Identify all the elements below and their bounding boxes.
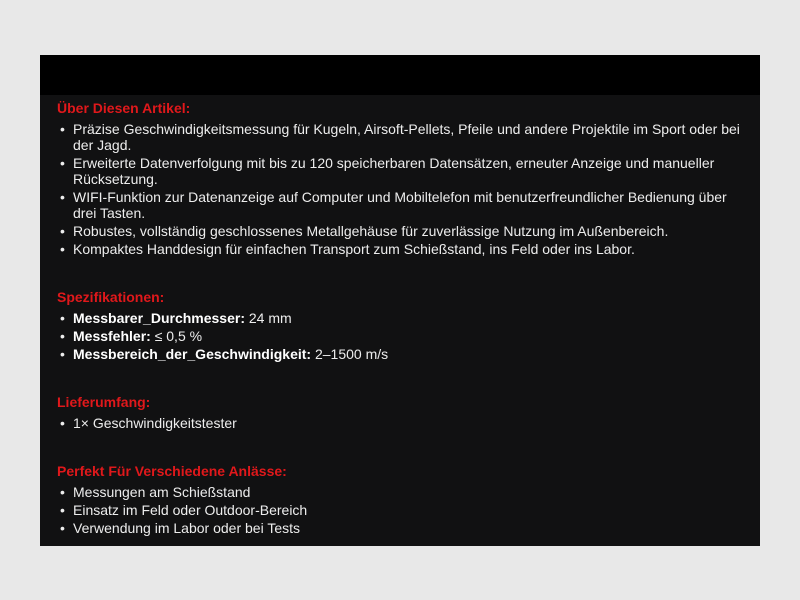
list-item: • 1× Geschwindigkeitstester [57, 415, 750, 431]
section-spacer [57, 259, 750, 289]
spec-key: Messfehler: [73, 328, 151, 344]
section-spacer [57, 433, 750, 463]
section-spacer [57, 364, 750, 394]
list-item: • Präzise Geschwindigkeitsmessung für Kugeln, Airsoft-Pellets, Pfeile und andere Projektile im Sport oder bei der Jagd. [57, 121, 750, 153]
spec-value: ≤ 0,5 % [150, 328, 203, 344]
list-item: • WIFI-Funktion zur Datenanzeige auf Computer und Mobiltelefon mit benutzerfreundlicher Bedienung über drei Tasten. [57, 189, 750, 221]
uses-heading: Perfekt Für Verschiedene Anlässe: [57, 463, 287, 479]
list-item: • Verwendung im Labor oder bei Tests [57, 520, 750, 536]
list-item: • Erweiterte Datenverfolgung mit bis zu 120 speicherbaren Datensätzen, erneuter Anzeige und manueller Rücksetzung. [57, 155, 750, 187]
delivery-heading: Lieferumfang: [57, 394, 151, 410]
list-item: • Einsatz im Feld oder Outdoor-Bereich [57, 502, 750, 518]
spec-item [57, 346, 750, 362]
spec-key: Messbereich_der_Geschwindigkeit: [73, 346, 312, 362]
panel-content [40, 95, 760, 536]
list-item: • Kompaktes Handdesign für einfachen Transport zum Schießstand, ins Feld oder ins Labor. [57, 241, 750, 257]
spec-key: Messbarer_Durchmesser: [73, 310, 245, 326]
about-heading: Über Diesen Artikel: [57, 100, 191, 116]
spec-item [57, 310, 750, 326]
specs-heading: Spezifikationen: [57, 289, 165, 305]
delivery-list [57, 415, 750, 431]
spec-value: 24 mm [244, 310, 292, 326]
list-item: • Messungen am Schießstand [57, 484, 750, 500]
about-list [57, 121, 750, 257]
spec-item [57, 328, 750, 344]
uses-list [57, 484, 750, 536]
specs-list [57, 310, 750, 362]
spec-value: 2–1500 m/s [311, 346, 389, 362]
list-item: • Robustes, vollständig geschlossenes Metallgehäuse für zuverlässige Nutzung im Außenbereich. [57, 223, 750, 239]
panel-top-bar [40, 55, 760, 95]
product-description-panel [40, 55, 760, 546]
